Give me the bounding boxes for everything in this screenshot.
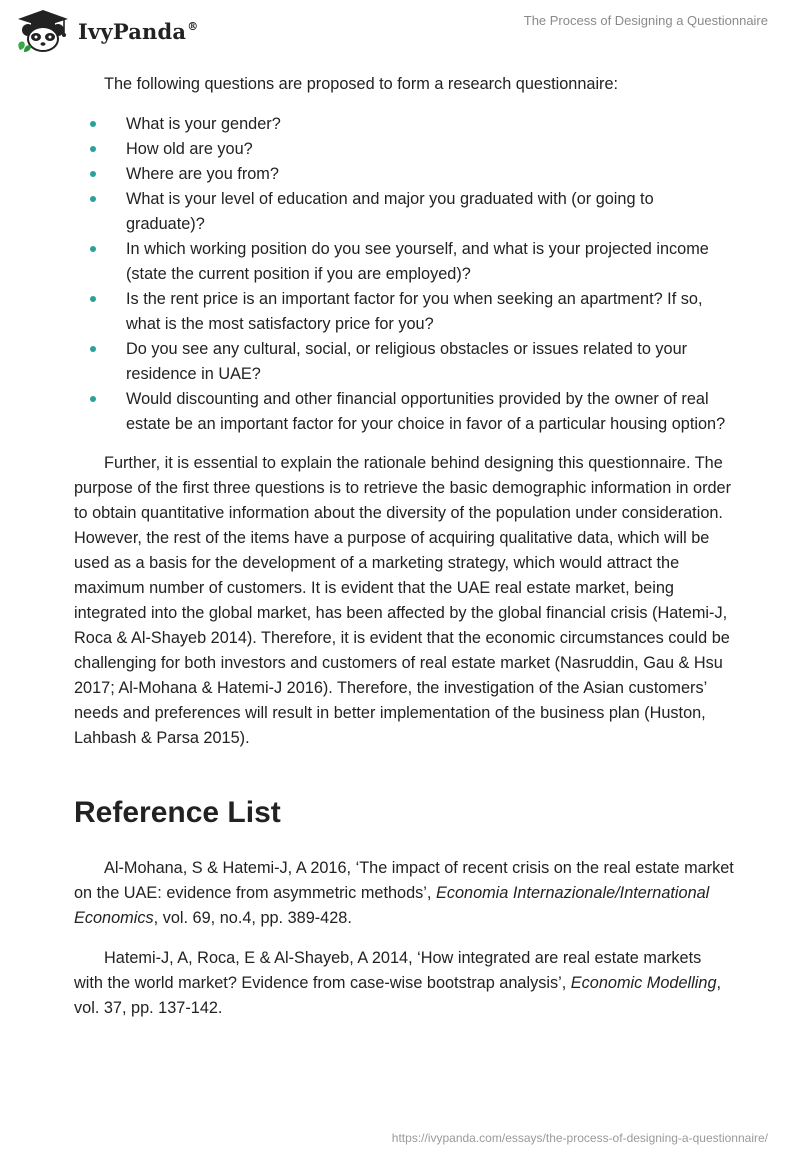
source-url-link[interactable]: https://ivypanda.com/essays/the-process-of-designing-a-questionnaire/ bbox=[391, 1131, 768, 1145]
list-item: What is your gender? bbox=[74, 112, 734, 137]
bullet-icon bbox=[90, 121, 96, 127]
reference-heading: Reference List bbox=[74, 796, 281, 829]
intro-paragraph: The following questions are proposed to form a research questionnaire: bbox=[104, 75, 619, 93]
list-item: What is your level of education and major you graduated with (or going to graduate)? bbox=[74, 187, 734, 237]
list-item: Do you see any cultural, social, or religious obstacles or issues related to your residence in UAE? bbox=[74, 337, 734, 387]
bullet-icon bbox=[90, 246, 96, 252]
bullet-icon bbox=[90, 296, 96, 302]
journal-title: Economia Internazionale/International Economics bbox=[74, 884, 710, 927]
list-item: Would discounting and other financial opportunities provided by the owner of real estate be an important factor for your choice in favor of a particular housing option? bbox=[74, 387, 734, 437]
list-item: Is the rent price is an important factor for you when seeking an apartment? If so, what is the most satisfactory price for you? bbox=[74, 287, 734, 337]
bullet-icon bbox=[90, 171, 96, 177]
bullet-icon bbox=[90, 396, 96, 402]
panda-mascot-icon bbox=[14, 8, 72, 54]
page-header bbox=[0, 0, 800, 70]
reference-entry: Al-Mohana, S & Hatemi-J, A 2016, ‘The impact of recent crisis on the real estate market on the UAE: evidence from asymmetric methods’, Economia Internazionale/International Economics, vol. 69, no.4, pp. 389-428. bbox=[74, 859, 734, 927]
list-item: Where are you from? bbox=[74, 162, 734, 187]
rationale-paragraph: Further, it is essential to explain the rationale behind designing this questionnaire. The purpose of the first three questions is to retrieve the basic demographic information in order to obtain quantitative information about the diversity of the population under consideration. However, the rest of the items have a purpose of acquiring qualitative data, which will be used as a basis for the development of a marketing strategy, which would attract the maximum number of customers. It is evident that the UAE real estate market, being integrated into the global market, has been affected by the global financial crisis (Hatemi-J, Roca & Al-Shayeb 2014). Therefore, it is evident that the economic circumstances could be challenging for both investors and customers of real estate market (Nasruddin, Gau & Hsu 2017; Al-Mohana & Hatemi-J 2016). Therefore, the investigation of the Asian customers’ needs and preferences will result in better implementation of the business plan (Huston, Lahbash & Parsa 2015). bbox=[74, 454, 732, 747]
ivypanda-logo[interactable] bbox=[14, 8, 198, 54]
reference-entry: Hatemi-J, A, Roca, E & Al-Shayeb, A 2014, ‘How integrated are real estate markets with the world market? Evidence from case-wise bootstrap analysis’, Economic Modelling, vol. 37, pp. 137-142. bbox=[74, 949, 722, 1017]
list-item: In which working position do you see yourself, and what is your projected income (state the current position if you are employed)? bbox=[74, 237, 734, 287]
bullet-icon bbox=[90, 146, 96, 152]
document-title: The Process of Designing a Questionnaire bbox=[523, 13, 768, 28]
journal-title: Economic Modelling bbox=[570, 974, 717, 992]
list-item: How old are you? bbox=[74, 137, 734, 162]
reference-list bbox=[74, 856, 734, 1036]
logo-wordmark: IvyPanda® bbox=[78, 18, 199, 44]
bullet-icon bbox=[90, 346, 96, 352]
bullet-icon bbox=[90, 196, 96, 202]
essay-body bbox=[74, 72, 734, 751]
question-list bbox=[74, 112, 734, 437]
